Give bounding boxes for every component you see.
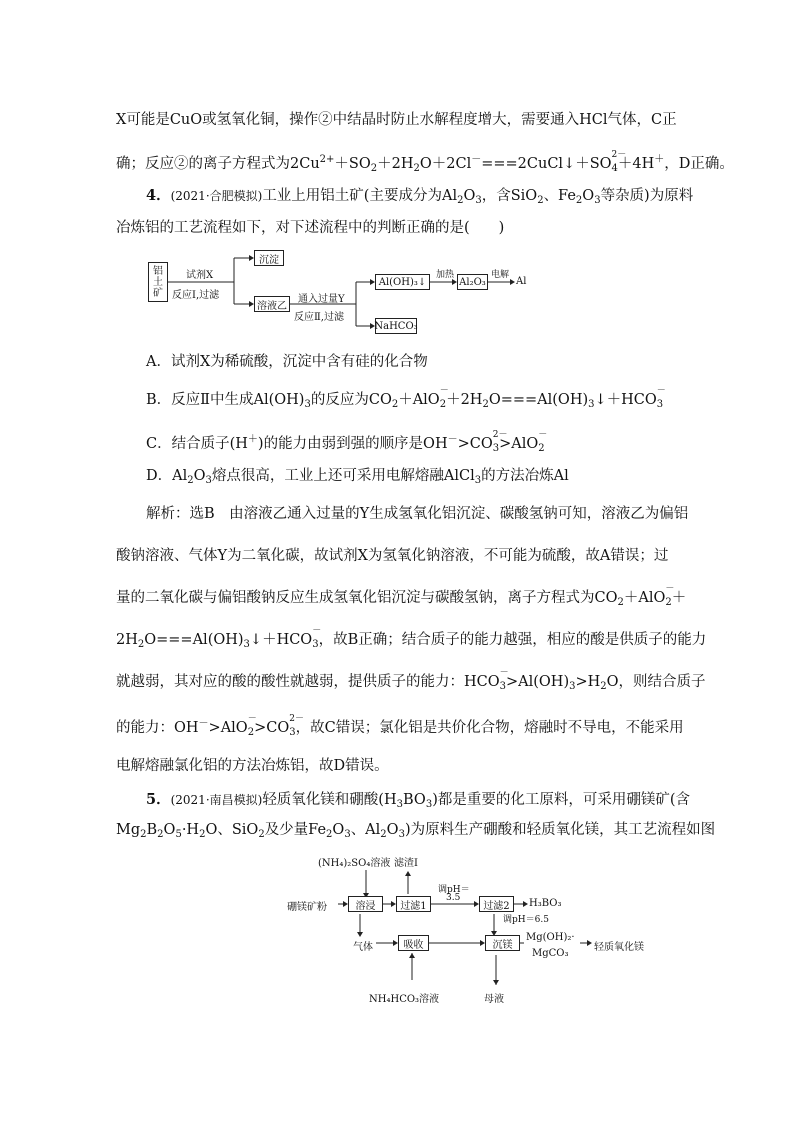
al-label: Al: [516, 276, 527, 287]
precipitate-mg-box: 沉镁: [485, 935, 520, 951]
reagent-x-label: 试剂X: [186, 270, 214, 281]
question-5-line-2: $Mg_2B_2O_5\cdot H_2O$、SiO$_2$及少量$Fe_2O_3$、$Al_2O_3$)为原料生产硼酸和轻质氧化镁，其工艺流程如图: [116, 822, 716, 840]
light-mgo-label: 轻质氧化镁: [594, 942, 644, 953]
option-b: B．反应Ⅱ中生成$Al(OH)_3$的反应为$CO_2+AlO$ － $_2+2H_2O===Al(OH)_3↓+HCO$ － $_3$: [146, 386, 666, 410]
boric-acid-label: H₃BO₃: [529, 898, 562, 909]
heat-label: 加热: [436, 270, 455, 280]
option-c: C．结合质子(H＋)的能力由弱到强的顺序是OH－>CO 2－ $_3$>AlO － $_2$: [146, 430, 548, 454]
ore-powder-label: 硼镁矿粉: [287, 902, 327, 913]
ammonium-bicarbonate-label: NH₄HCO₃溶液: [369, 994, 440, 1005]
filter-1-box: 过滤1: [396, 896, 431, 912]
mother-liquor-label: 母液: [484, 994, 504, 1005]
option-a: A．试剂X为稀硫酸，沉淀中含有硅的化合物: [146, 354, 428, 370]
gas-label: 气体: [353, 942, 373, 953]
absorb-box: 吸收: [398, 935, 429, 951]
analysis-line-4: $2H_2O===Al(OH)_3↓+HCO$ － $_3$，故B正确；结合质子的能力越强，相应的酸是供质子的能力: [116, 626, 707, 650]
al2o3-box: Al₂O₃: [457, 274, 488, 290]
text-line-1: X可能是CuO或氢氧化铜，操作②中结晶时防止水解程度增大，需要通入HCl气体，C正: [116, 112, 677, 128]
question-5-line-1: 5．(2021·南昌模拟)轻质氧化镁和硼酸$(H_3BO_3)$都是重要的化工原料，可采用硼镁矿(含: [146, 791, 690, 810]
precipitate-box: 沉淀: [254, 250, 284, 266]
filter-2-box: 过滤2: [479, 896, 514, 912]
analysis-line-3: 量的二氧化碳与偏铝酸钠反应生成氢氧化铝沉淀与碳酸氢钠，离子方程式为$CO_2+AlO$ － $_2$＋: [116, 584, 687, 608]
residue-label: 滤渣Ⅰ: [394, 858, 418, 869]
mg-carbonate-label: MgCO₃: [532, 948, 569, 959]
reaction-2-label: 反应Ⅱ,过滤: [294, 312, 344, 323]
solution-b-box: 溶液乙: [254, 296, 290, 312]
aloh3-box: Al(OH)₃↓: [375, 274, 430, 290]
analysis-line-7: 电解熔融氯化铝的方法冶炼铝，故D错误。: [116, 758, 389, 774]
question-4-line-2: 冶炼铝的工艺流程如下，对下述流程中的判断正确的是( ): [116, 220, 505, 236]
ammonium-sulfate-label: (NH₄)₂SO₄溶液: [318, 858, 391, 869]
ore-box: 铝 土 矿: [148, 262, 168, 302]
analysis-line-5: 就越弱，其对应的酸的酸性就越弱，提供质子的能力：HCO － $_3>Al(OH)_3>H_2O$，则结合质子: [116, 668, 706, 692]
option-d: D．$Al_2O_3$熔点很高，工业上还可采用电解熔融AlCl$_3$的方法冶炼Al: [146, 468, 569, 486]
analysis-line-2: 酸钠溶液、气体Y为二氧化碳，故试剂X为氢氧化钠溶液，不可能为硫酸，故A错误；过: [116, 548, 669, 564]
analysis-line-6: 的能力：OH－>AlO － $_2$>CO 2－ $_3$，故C错误；氯化铝是共价化合物，熔融时不导电，不能采用: [116, 714, 684, 738]
ph-65-label: 调pH＝6.5: [503, 915, 549, 925]
ph-35-label: 调pH＝: [438, 885, 470, 895]
mg-hydroxide-label: Mg(OH)₂·: [526, 932, 575, 943]
ph-35-value: 3.5: [446, 893, 461, 903]
reaction-1-label: 反应Ⅰ,过滤: [172, 290, 220, 301]
electrolysis-label: 电解: [491, 270, 510, 280]
pass-y-label: 通入过量Y: [298, 294, 345, 305]
question-4-line-1: 4．(2021·合肥模拟)工业上用铝土矿(主要成分为$Al_2O_3$，含SiO$_2$、$Fe_2O_3$等杂质)为原料: [146, 187, 694, 206]
analysis-line-1: 解析：选B 由溶液乙通入过量的Y生成氢氧化铝沉淀、碳酸氢钠可知，溶液乙为偏铝: [146, 506, 689, 522]
nahco3-box: NaHCO₃: [375, 318, 417, 334]
leach-box: 溶浸: [348, 896, 383, 912]
text-line-2: 确；反应②的离子方程式为$2Cu^{2+}+SO_2+2H_2O+2Cl^-===2CuCl↓+SO$ 2－ $_4$＋4H＋，D正确。: [116, 150, 734, 174]
